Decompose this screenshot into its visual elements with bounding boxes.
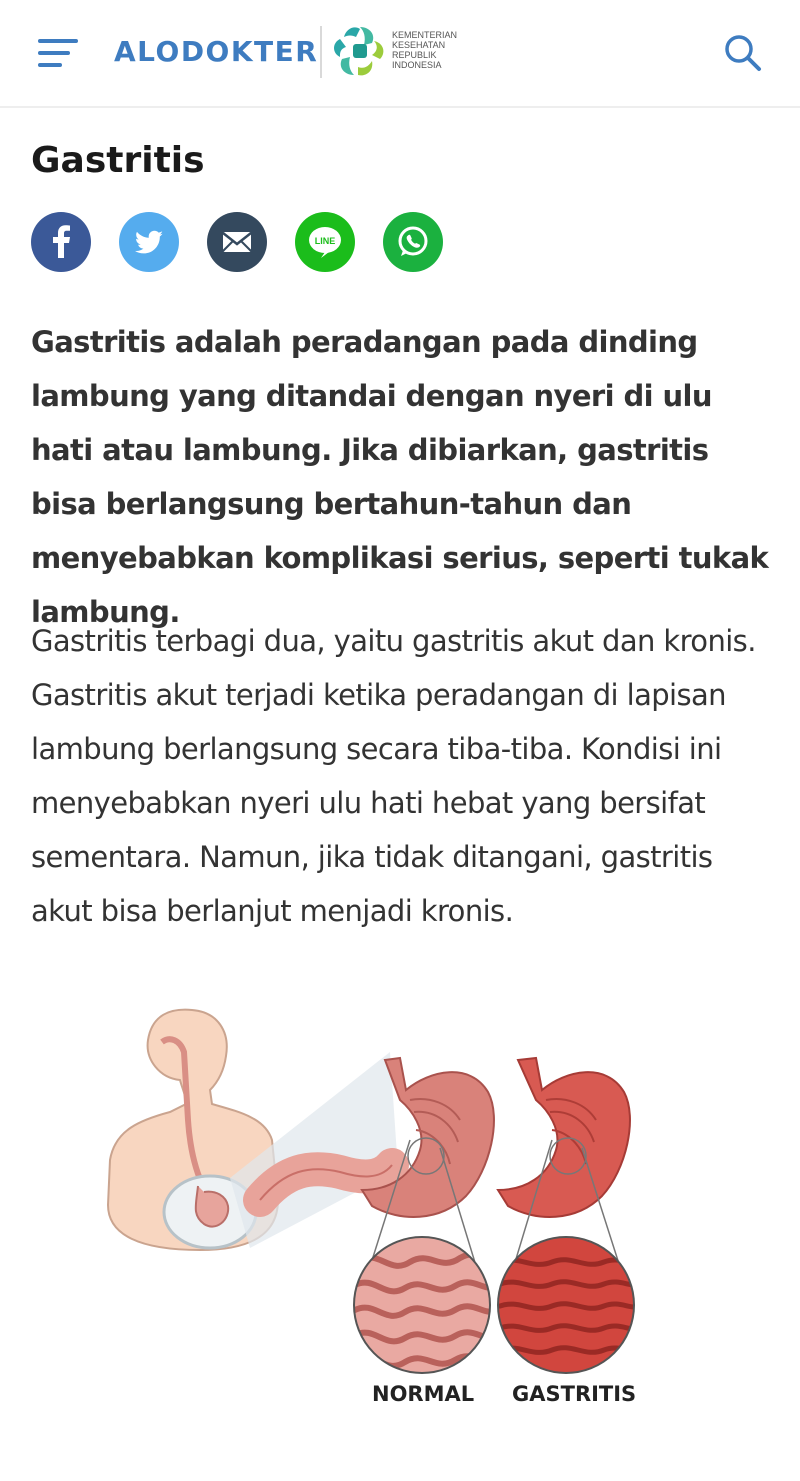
gastritis-illustration [100, 1000, 700, 1420]
gastritis-label: GASTRITIS [512, 1382, 637, 1406]
svg-text:LINE: LINE [314, 236, 336, 246]
normal-mucosa-zoom [354, 1237, 500, 1373]
twitter-share-button[interactable] [119, 212, 179, 272]
kemenkes-text: KEMENTERIAN KESEHATAN REPUBLIK INDONESIA [392, 30, 458, 70]
top-header [0, 0, 800, 108]
alodokter-logo[interactable]: ALODOKTER [114, 35, 319, 68]
gastritis-mucosa-zoom [498, 1237, 640, 1373]
facebook-icon [31, 212, 91, 272]
twitter-icon [119, 212, 179, 272]
article-lead: Gastritis adalah peradangan pada dinding lambung yang ditandai dengan nyeri di ulu hati atau lambung. Jika dibiarkan, gastritis bisa berlangsung bertahun-tahun dan menyebabkan komplikasi serius, seperti tukak lambung. [31, 325, 769, 629]
logo-divider [320, 26, 322, 78]
facebook-share-button[interactable] [31, 212, 91, 272]
whatsapp-icon [383, 212, 443, 272]
whatsapp-share-button[interactable] [383, 212, 443, 272]
page-title: Gastritis [31, 140, 205, 181]
article-paragraph: Gastritis terbagi dua, yaitu gastritis akut dan kronis. Gastritis akut terjadi ketika peradangan di lapisan lambung berlangsung secara tiba-tiba. Kondisi ini menyebabkan nyeri ulu hati hebat yang bersifat sementara. Namun, jika tidak ditangani, gastritis akut bisa berlanjut menjadi kronis. [31, 624, 756, 928]
envelope-icon [207, 212, 267, 272]
line-share-button[interactable] [295, 212, 355, 272]
email-share-button[interactable] [207, 212, 267, 272]
search-icon[interactable] [722, 32, 762, 72]
hamburger-menu-icon[interactable] [38, 36, 80, 70]
normal-label: NORMAL [372, 1382, 475, 1406]
kemenkes-logo-icon [332, 25, 388, 79]
gastritis-stomach [498, 1058, 630, 1217]
line-icon [295, 212, 355, 272]
